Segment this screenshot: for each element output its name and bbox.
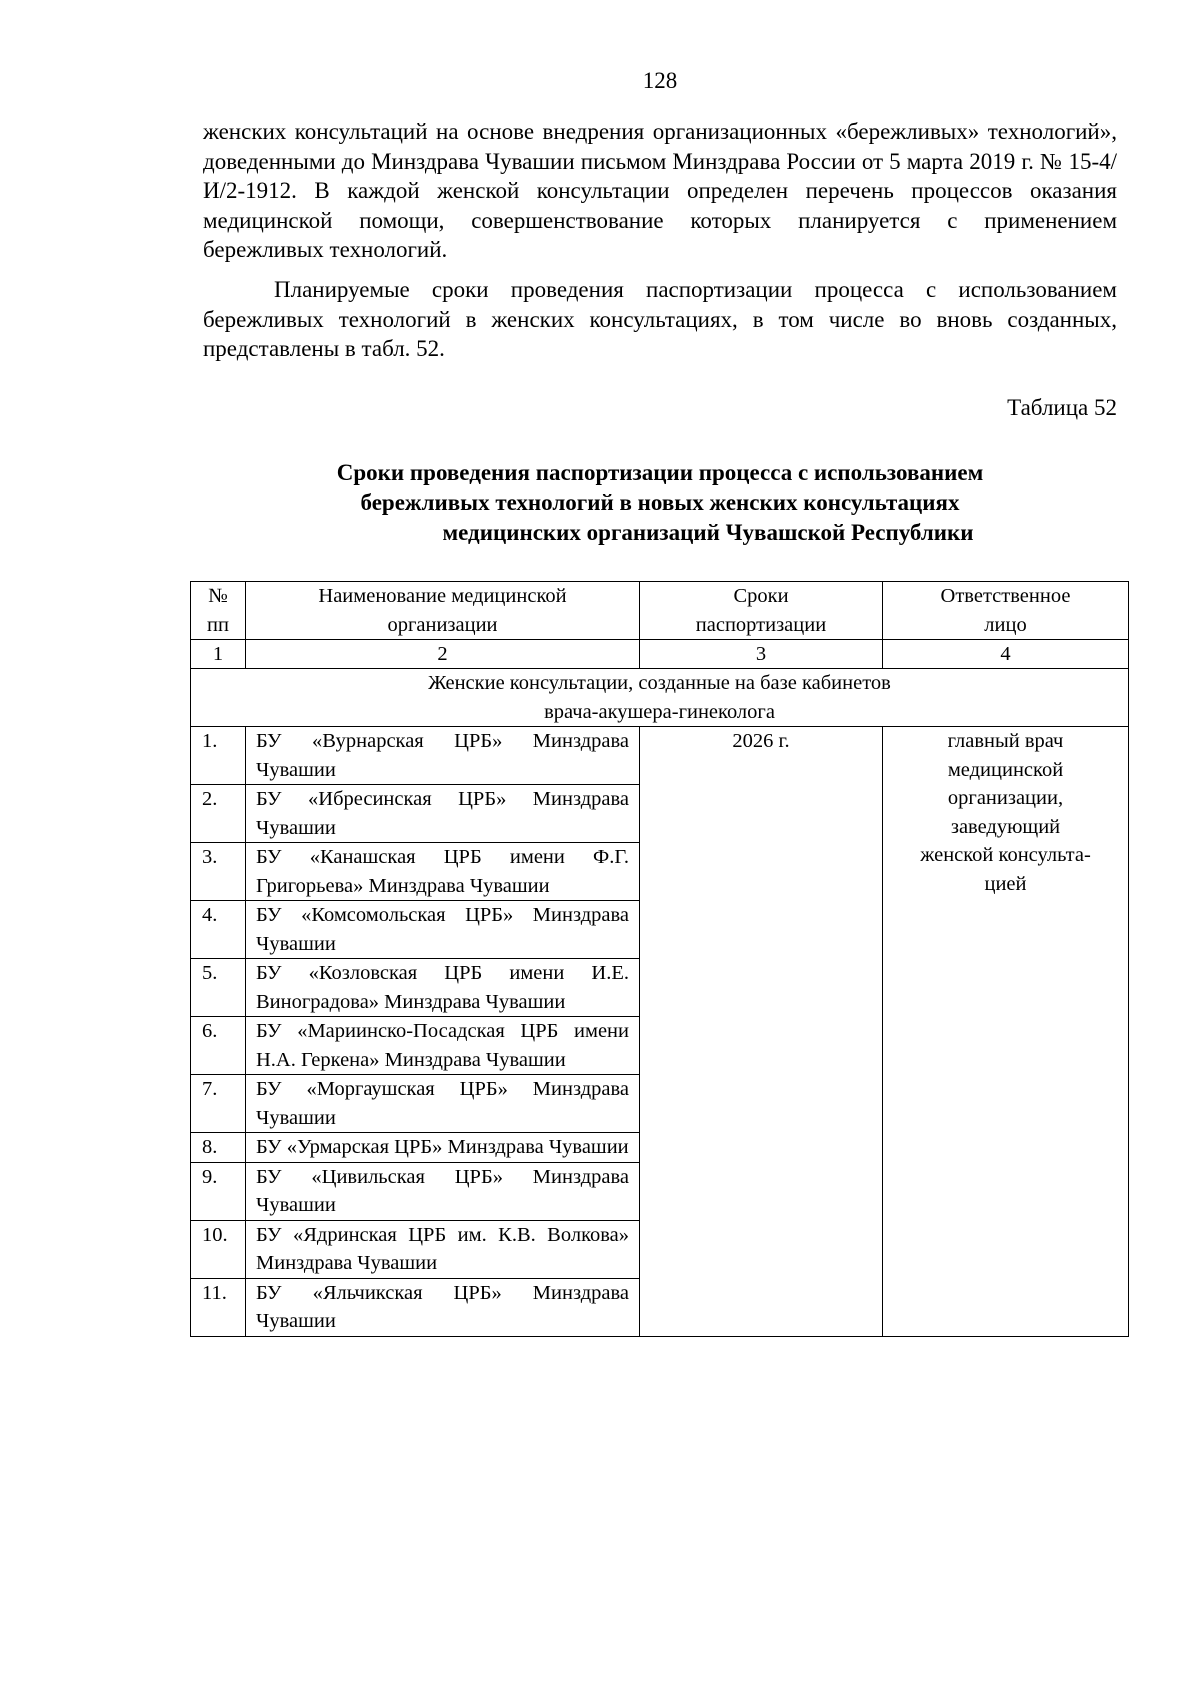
- row-number: 9.: [191, 1162, 246, 1220]
- responsible-text: цией: [984, 872, 1027, 895]
- header-text: Ответственное: [940, 585, 1071, 607]
- row-number: 6.: [191, 1017, 246, 1075]
- organization-name: БУ «Канашская ЦРБ имени Ф.Г. Григорьева» Минздрава Чувашии: [246, 843, 640, 901]
- page-number: 128: [642, 68, 678, 93]
- header-text: №: [208, 585, 228, 607]
- responsible-text: медицинской: [947, 758, 1064, 781]
- table-caption: Таблица 52: [1007, 395, 1117, 420]
- organization-name: БУ «Яльчикская ЦРБ» Минздрава Чувашии: [246, 1278, 640, 1336]
- column-number: 2: [246, 640, 640, 669]
- organization-name: БУ «Ядринская ЦРБ им. К.В. Волкова» Минздрава Чувашии: [246, 1220, 640, 1278]
- header-text: паспортизации: [695, 613, 827, 636]
- body-paragraph-1: [203, 117, 1117, 265]
- header-term: [640, 582, 883, 640]
- organization-name: БУ «Урмарская ЦРБ» Минздрава Чувашии: [246, 1133, 640, 1163]
- header-text: Сроки: [733, 585, 789, 607]
- header-name: [246, 582, 640, 640]
- row-number: 3.: [191, 843, 246, 901]
- row-number: 2.: [191, 785, 246, 843]
- paragraph-text: женских консультаций на основе внедрения организационных «бережливых» технологий», доведенными до Минздрава Чувашии письмом Минздрава России от 5 марта 2019 г. № 15-4/И/2-1912. В каждой женской консультации определен перечень процессов оказания медицинской помощи, совершенствование которых планируется с применением бережливых технологий.: [203, 119, 1117, 262]
- column-number: 4: [883, 640, 1129, 669]
- organization-name: БУ «Цивильская ЦРБ» Минздрава Чувашии: [246, 1162, 640, 1220]
- column-number: 1: [191, 640, 246, 669]
- responsible-text: организации,: [947, 787, 1064, 809]
- body-paragraph-2: [203, 275, 1117, 364]
- row-number: 1.: [191, 727, 246, 785]
- responsible-person: [883, 727, 1129, 1337]
- table-title: [200, 458, 1120, 548]
- organization-name: БУ «Мариинско-Посадская ЦРБ имени Н.А. Геркена» Минздрава Чувашии: [246, 1017, 640, 1075]
- row-number: 8.: [191, 1133, 246, 1163]
- header-num: [191, 582, 246, 640]
- header-text: лицо: [984, 613, 1027, 636]
- responsible-text: заведующий: [950, 815, 1061, 838]
- passportization-term: [640, 727, 883, 1337]
- table-row: [191, 727, 1129, 785]
- paragraph-text: Планируемые сроки проведения паспортизации процесса с использованием бережливых технологий в женских консультациях, в том числе во вновь созданных, представлены в табл. 52.: [203, 277, 1117, 361]
- row-number: 10.: [191, 1220, 246, 1278]
- row-number: 5.: [191, 959, 246, 1017]
- section-heading: [191, 669, 1129, 727]
- header-responsible: [883, 582, 1129, 640]
- column-number: 3: [640, 640, 883, 669]
- table-title-line: медицинских организаций Чувашской Республики: [442, 520, 974, 545]
- term-text: 2026 г.: [732, 730, 790, 752]
- column-number-row: [191, 640, 1129, 669]
- header-text: Наименование медицинской: [318, 585, 567, 607]
- responsible-text: главный врач: [947, 730, 1064, 752]
- schedule-table: [190, 581, 1129, 1337]
- row-number: 4.: [191, 901, 246, 959]
- organization-name: БУ «Ибресинская ЦРБ» Минздрава Чувашии: [246, 785, 640, 843]
- section-text: врача-акушера-гинеколога: [544, 700, 775, 723]
- responsible-text: женской консульта-: [920, 844, 1091, 866]
- section-text: Женские консультации, созданные на базе кабинетов: [428, 672, 891, 694]
- organization-name: БУ «Комсомольская ЦРБ» Минздрава Чувашии: [246, 901, 640, 959]
- header-text: пп: [207, 613, 229, 636]
- table-title-line: бережливых технологий в новых женских консультациях: [360, 490, 960, 515]
- row-number: 11.: [191, 1278, 246, 1336]
- section-row: [191, 669, 1129, 727]
- organization-name: БУ «Козловская ЦРБ имени И.Е. Виноградова» Минздрава Чувашии: [246, 959, 640, 1017]
- organization-name: БУ «Моргаушская ЦРБ» Минздрава Чувашии: [246, 1075, 640, 1133]
- table-title-line: Сроки проведения паспортизации процесса с использованием: [336, 460, 984, 485]
- header-text: организации: [387, 613, 498, 636]
- organization-name: БУ «Вурнарская ЦРБ» Минздрава Чувашии: [246, 727, 640, 785]
- row-number: 7.: [191, 1075, 246, 1133]
- table-header-row: [191, 582, 1129, 640]
